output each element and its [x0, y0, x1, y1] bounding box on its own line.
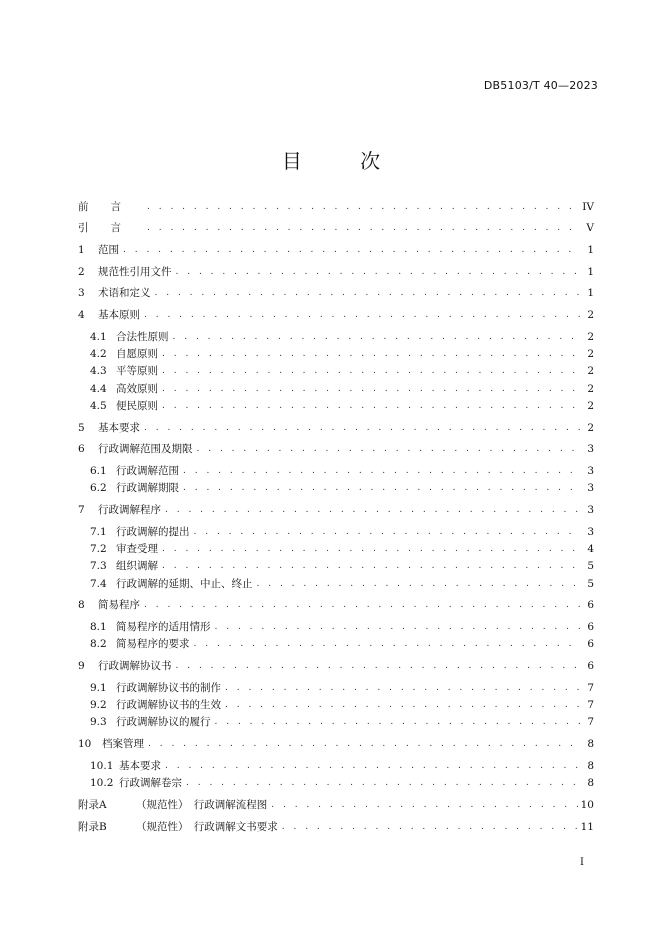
dot-leader [162, 398, 581, 414]
dot-leader [194, 524, 582, 540]
toc-entry-appendix-a[interactable] [78, 797, 594, 813]
toc-entry-page: 5 [587, 560, 594, 572]
dot-leader [183, 480, 581, 496]
toc-entry-page: 2 [587, 365, 594, 377]
toc-entry-10[interactable] [78, 736, 594, 752]
toc-entry-number: 10 [78, 738, 92, 750]
toc-entry-page: 2 [587, 309, 594, 321]
dot-leader [162, 346, 581, 362]
toc-entry-number: 8 [78, 599, 85, 611]
dot-leader [144, 307, 581, 323]
toc-entry-label: 档案管理 [102, 738, 144, 750]
toc-entry-label: 基本要求 [119, 760, 161, 772]
toc-entry-page: 10 [580, 799, 594, 811]
toc-entry-label: 行政调解协议的履行 [116, 716, 211, 728]
toc-entry-label: 引言 [78, 222, 143, 234]
toc-entry-label: 行政调解的提出 [116, 526, 190, 538]
toc-entry-label: 基本原则 [98, 309, 140, 321]
toc-entry-10-2[interactable] [78, 775, 594, 791]
toc-entry-page: 3 [587, 482, 594, 494]
toc-entry-label: 行政调解期限 [116, 482, 179, 494]
toc-entry-introduction[interactable] [78, 220, 594, 236]
toc-entry-page: 2 [587, 383, 594, 395]
toc-entry-page: 6 [587, 638, 594, 650]
toc-entry-number: 4.2 [90, 348, 107, 360]
toc-entry-number: 7 [78, 504, 85, 516]
toc-entry-page: 6 [587, 660, 594, 672]
toc-entry-6-2[interactable] [78, 480, 594, 496]
toc-entry-number: 9.2 [90, 699, 107, 711]
toc-entry-label: 术语和定义 [98, 287, 151, 299]
page-title: 目 次 [281, 149, 407, 173]
toc-entry-9-1[interactable] [78, 680, 594, 696]
toc-entry-label: 平等原则 [116, 365, 158, 377]
toc-entry-4-2[interactable] [78, 346, 594, 362]
toc-entry-label: 行政调解范围 [116, 465, 179, 477]
document-code: DB5103/T 40—2023 [483, 79, 598, 92]
toc-entry-page: 7 [587, 682, 594, 694]
toc-entry-number: 4 [78, 309, 85, 321]
toc-entry-page: V [586, 222, 594, 234]
toc-entry-label: 审查受理 [116, 543, 158, 555]
toc-entry-label: 行政调解协议书 [98, 660, 172, 672]
toc-entry-page: 3 [587, 504, 594, 516]
toc-entry-number: 7.1 [90, 526, 107, 538]
toc-entry-9-2[interactable] [78, 697, 594, 713]
dot-leader [194, 636, 582, 652]
toc-entry-5[interactable] [78, 420, 594, 436]
dot-leader [215, 619, 582, 635]
dot-leader [147, 199, 579, 215]
toc-entry-10-1[interactable] [78, 758, 594, 774]
toc-entry-label: 简易程序的适用情形 [116, 621, 211, 633]
dot-leader [282, 819, 578, 835]
dot-leader [176, 658, 582, 674]
toc-entry-number: 4.5 [90, 400, 107, 412]
toc-entry-page: 1 [587, 244, 594, 256]
toc-entry-9[interactable] [78, 658, 594, 674]
toc-entry-7-4[interactable] [78, 576, 594, 592]
dot-leader [165, 758, 581, 774]
toc-entry-4-4[interactable] [78, 381, 594, 397]
toc-entry-label: 规范性引用文件 [98, 266, 172, 278]
toc-entry-number: 7.3 [90, 560, 107, 572]
toc-entry-appendix-b[interactable] [78, 819, 594, 835]
toc-entry-number: 9.1 [90, 682, 107, 694]
dot-leader [257, 576, 582, 592]
toc-entry-number: 2 [78, 266, 85, 278]
toc-entry-number: 6 [78, 443, 85, 455]
toc-entry-6-1[interactable] [78, 463, 594, 479]
toc-entry-number: 3 [78, 287, 85, 299]
toc-entry-8-2[interactable] [78, 636, 594, 652]
toc-entry-page: 4 [587, 543, 594, 555]
toc-entry-label: （规范性） 行政调解文书要求 [136, 821, 278, 833]
toc-entry-label: 行政调解卷宗 [119, 777, 182, 789]
toc-entry-label: 范围 [98, 244, 119, 256]
toc-entry-number: 4.3 [90, 365, 107, 377]
toc-entry-page: 7 [587, 716, 594, 728]
toc-entry-page: 2 [587, 331, 594, 343]
toc-entry-label: 行政调解程序 [98, 504, 161, 516]
dot-leader [148, 736, 581, 752]
toc-entry-4[interactable] [78, 307, 594, 323]
toc-entry-number: 7.2 [90, 543, 107, 555]
dot-leader [162, 363, 581, 379]
toc-entry-label: 基本要求 [98, 422, 140, 434]
dot-leader [144, 597, 581, 613]
toc-entry-page: 1 [587, 266, 594, 278]
toc-entry-page: 7 [587, 699, 594, 711]
toc-entry-label: 便民原则 [116, 400, 158, 412]
toc-entry-8[interactable] [78, 597, 594, 613]
toc-entry-label: 简易程序的要求 [116, 638, 190, 650]
toc-entry-page: IV [582, 201, 594, 213]
toc-entry-foreword[interactable] [78, 199, 594, 215]
toc-entry-page: 2 [587, 400, 594, 412]
toc-entry-4-5[interactable] [78, 398, 594, 414]
toc-entry-label: 行政调解的延期、中止、终止 [116, 578, 253, 590]
toc-entry-number: 1 [78, 244, 85, 256]
toc-entry-page: 3 [587, 465, 594, 477]
dot-leader [147, 220, 581, 236]
dot-leader [225, 697, 581, 713]
toc-entry-label: 前言 [78, 201, 143, 213]
toc-entry-number: 9 [78, 660, 85, 672]
toc-entry-label: 自愿原则 [116, 348, 158, 360]
toc-entry-7-1[interactable] [78, 524, 594, 540]
toc-entry-page: 3 [587, 443, 594, 455]
dot-leader [162, 381, 581, 397]
toc-entry-page: 11 [580, 821, 594, 833]
toc-entry-4-1[interactable] [78, 329, 594, 345]
dot-leader [162, 541, 581, 557]
toc-entry-page: 5 [587, 578, 594, 590]
toc-entry-page: 8 [587, 738, 594, 750]
toc-entry-9-3[interactable] [78, 714, 594, 730]
toc-entry-page: 2 [587, 422, 594, 434]
toc-entry-page: 8 [587, 777, 594, 789]
toc-entry-label: 高效原则 [116, 383, 158, 395]
toc-entry-label: 合法性原则 [116, 331, 169, 343]
toc-entry-4-3[interactable] [78, 363, 594, 379]
toc-entry-number: 8.1 [90, 621, 107, 633]
toc-entry-number: 6.1 [90, 465, 107, 477]
toc-entry-number: 4.4 [90, 383, 107, 395]
dot-leader [215, 714, 582, 730]
dot-leader [186, 775, 581, 791]
toc-entry-number: 5 [78, 422, 85, 434]
toc-entry-page: 8 [587, 760, 594, 772]
dot-leader [197, 441, 582, 457]
toc-entry-page: 6 [587, 599, 594, 611]
toc-entry-label: 组织调解 [116, 560, 158, 572]
toc-entry-number: 8.2 [90, 638, 107, 650]
toc-entry-label: 行政调解范围及期限 [98, 443, 193, 455]
dot-leader [123, 242, 581, 258]
dot-leader [225, 680, 581, 696]
toc-entry-number: 6.2 [90, 482, 107, 494]
toc-entry-page: 6 [587, 621, 594, 633]
toc-entry-label: 行政调解协议书的制作 [116, 682, 221, 694]
toc-entry-number: 附录A [78, 799, 107, 811]
toc-entry-page: 3 [587, 526, 594, 538]
toc-entry-2[interactable] [78, 264, 594, 280]
toc-entry-label: 简易程序 [98, 599, 140, 611]
page-number: I [580, 857, 584, 868]
toc-entry-7[interactable] [78, 502, 594, 518]
dot-leader [144, 420, 581, 436]
toc-entry-page: 2 [587, 348, 594, 360]
toc-entry-number: 10.1 [90, 760, 114, 772]
toc-entry-7-2[interactable] [78, 541, 594, 557]
toc-entry-number: 9.3 [90, 716, 107, 728]
dot-leader [165, 502, 581, 518]
dot-leader [183, 463, 581, 479]
toc-entry-number: 附录B [78, 821, 107, 833]
dot-leader [155, 285, 582, 301]
toc-entry-3[interactable] [78, 285, 594, 301]
toc-entry-page: 1 [587, 287, 594, 299]
toc-entry-1[interactable] [78, 242, 594, 258]
dot-leader [162, 558, 581, 574]
toc-entry-8-1[interactable] [78, 619, 594, 635]
toc-entry-7-3[interactable] [78, 558, 594, 574]
toc-entry-label: （规范性） 行政调解流程图 [136, 799, 268, 811]
toc-entry-6[interactable] [78, 441, 594, 457]
toc-entry-number: 10.2 [90, 777, 114, 789]
dot-leader [271, 797, 577, 813]
toc-entry-label: 行政调解协议书的生效 [116, 699, 221, 711]
dot-leader [176, 264, 582, 280]
toc-entry-number: 4.1 [90, 331, 107, 343]
toc-entry-number: 7.4 [90, 578, 107, 590]
dot-leader [173, 329, 582, 345]
